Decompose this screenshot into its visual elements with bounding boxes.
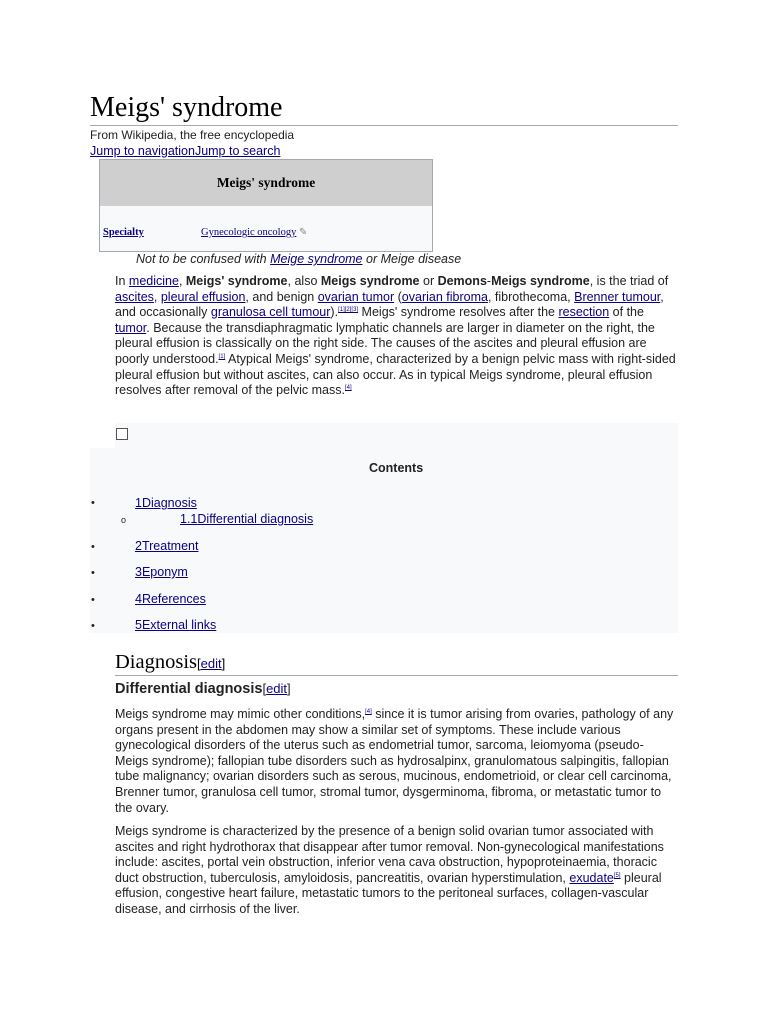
infobox-title: Meigs' syndrome (100, 160, 432, 206)
differential-paragraph-2: Meigs syndrome is characterized by the presence of a benign solid ovarian tumor associated with ascites and right hydrothorax that disappear after tumor removal. Non-gynecological manifestations include: ascites, portal vein obstruction, inferior vena cava obstruction, hypoproteinaemia, thoracic duct obstruction, tuberculosis, amyloidosis, pancreatitis, ovarian hyperstimulation, exudate[5] pleural effusion, congestive heart failure, metastatic tumors to the peritoneal surfaces, collagen-vascular disease, and cirrhosis of the liver. (115, 824, 664, 916)
sub-bullet-icon: o (121, 515, 127, 525)
tagline: From Wikipedia, the free encyclopedia (90, 128, 295, 142)
resection-link[interactable]: resection (558, 305, 610, 320)
ovarian-tumor-link[interactable]: ovarian tumor (317, 289, 395, 304)
reference-link[interactable]: [4] (365, 708, 372, 715)
section-heading-diagnosis: Diagnosis[edit] (115, 651, 226, 673)
pencil-edit-icon[interactable]: ✎ (298, 227, 308, 238)
ovarian-fibroma-link[interactable]: ovarian fibroma (401, 289, 488, 304)
section-divider (115, 675, 678, 676)
reference-link[interactable]: [1][2][3] (338, 307, 359, 314)
toc-item-differential-diagnosis[interactable]: 1.1Differential diagnosis (180, 512, 314, 526)
reference-link[interactable]: [1] (218, 353, 226, 360)
toc-toggle-checkbox[interactable] (116, 428, 128, 440)
jump-to-search-link[interactable]: Jump to search (194, 144, 281, 158)
bullet-icon: • (91, 594, 95, 606)
toc-item-diagnosis[interactable]: 1Diagnosis (135, 496, 197, 510)
granulosa-cell-tumour-link[interactable]: granulosa cell tumour (210, 305, 331, 320)
meige-syndrome-link[interactable]: Meige syndrome (270, 252, 363, 266)
reference-link[interactable]: [5] (613, 872, 621, 879)
edit-link[interactable]: edit (200, 656, 222, 671)
title-divider (90, 125, 678, 126)
infobox-specialty-value (201, 227, 309, 238)
toc-item-references[interactable]: 4References (135, 592, 206, 606)
differential-paragraph-1: Meigs syndrome may mimic other conditions,[4] since it is tumor arising from ovaries, pathology of any organs present in the abdomen may show a similar set of symptoms. These include various gynecological disorders of the uterus such as endometrial tumor, sarcoma, leiomyoma (pseudo-Meigs syndrome); fallopian tube disorders such as hydrosalpinx, granulomatous salpingitis, fallopian tube malignancy; ovarian disorders such as serous, mucinous, endometrioid, or clear cell carcinoma, Brenner tumor, granulosa cell tumor, stromal tumor, dysgerminoma, fibroma, or metastatic tumor to the ovary. (115, 707, 674, 815)
hatnote-prefix: Not to be confused with (136, 252, 271, 266)
toc-item-eponym[interactable]: 3Eponym (135, 565, 188, 579)
subsection-heading-differential-diagnosis: Differential diagnosis[edit] (115, 681, 291, 697)
hatnote (136, 252, 461, 266)
toc-item-treatment[interactable]: 2Treatment (135, 539, 199, 553)
gynecologic-oncology-link[interactable]: Gynecologic oncology (201, 227, 297, 238)
intro-paragraph: In medicine, Meigs' syndrome, also Meigs syndrome or Demons-Meigs syndrome, is the triad of ascites, pleural effusion, and benign ovarian tumor (ovarian fibroma, fibrothecoma, Brenner tumour, and occasionally granulosa cell tumour).[1][2][3] Meigs' syndrome resolves after the resection of the tumor. Because the transdiaphragmatic lymphatic channels are larger in diameter on the right, the pleural effusion is classically on the right side. The causes of the ascites and pleural effusion are poorly understood.[1] Atypical Meigs' syndrome, characterized by a benign pelvic mass with right-sided pleural effusion but without ascites, can also occur. As in typical Meigs syndrome, pleural effusion resolves after removal of the pelvic mass.[4] (115, 274, 676, 398)
jump-links (90, 144, 280, 158)
edit-link[interactable]: edit (266, 681, 288, 696)
reference-link[interactable]: [4] (344, 385, 352, 391)
page-title: Meigs' syndrome (90, 92, 283, 123)
infobox (99, 159, 433, 252)
bullet-icon: • (91, 541, 95, 553)
toc-title: Contents (369, 461, 424, 475)
bullet-icon: • (91, 620, 95, 632)
toc-item-external-links[interactable]: 5External links (135, 618, 217, 632)
exudate-link[interactable]: exudate (569, 870, 614, 885)
jump-to-navigation-link[interactable]: Jump to navigation (90, 144, 195, 158)
medicine-link[interactable]: medicine (128, 274, 179, 288)
brenner-tumour-link[interactable]: Brenner tumour (574, 289, 661, 304)
infobox-specialty-label[interactable]: Specialty (103, 227, 144, 238)
bullet-icon: • (91, 567, 95, 579)
ascites-link[interactable]: ascites (115, 289, 154, 304)
bullet-icon: • (91, 497, 95, 509)
tumor-link[interactable]: tumor (115, 320, 147, 335)
hatnote-suffix: or Meige disease (362, 252, 462, 266)
pleural-effusion-link[interactable]: pleural effusion (160, 289, 246, 304)
